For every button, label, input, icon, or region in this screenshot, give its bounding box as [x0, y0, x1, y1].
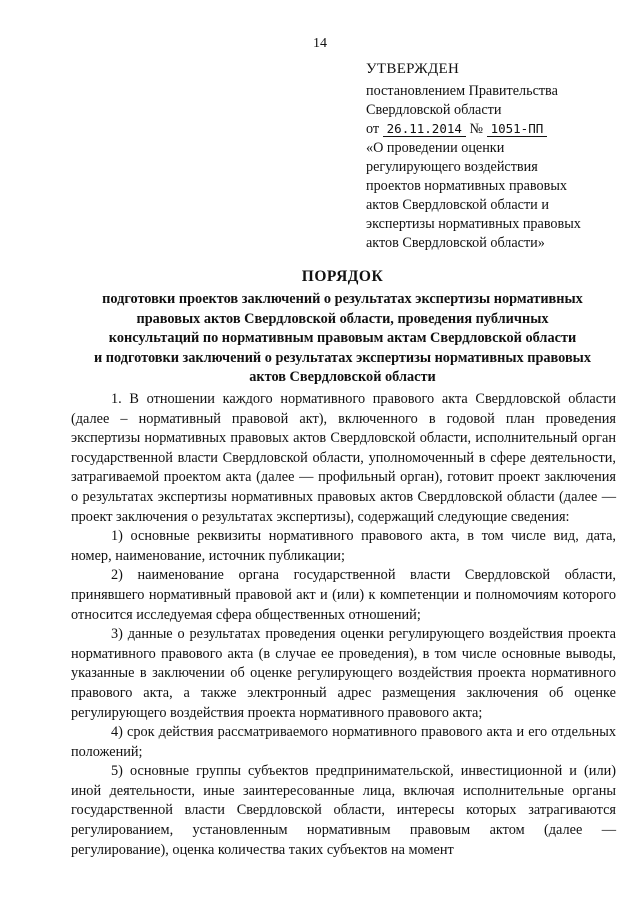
list-item-3: 3) данные о результатах проведения оценки регулирующего воздействия проекта нормативного правового акта (в случае ее проведения), в том числе основные выводы, указанные в заключении об оценке регулирующего воздействия проекта нормативного правового акта, а также электронный адрес размещения заключения об оценке регулирующего воздействия проекта нормативного правового акта; [71, 626, 616, 721]
approval-title-line: проектов нормативных правовых [366, 178, 567, 194]
approval-title-line: регулирующего воздействия [366, 159, 538, 175]
approval-date: 26.11.2014 [383, 122, 466, 137]
document-title-line: подготовки проектов заключений о результатах экспертизы нормативных [102, 291, 583, 307]
approval-line: постановлением Правительства [366, 83, 558, 99]
approval-heading: УТВЕРЖДЕН [366, 61, 460, 77]
approval-title-line: актов Свердловской области и [366, 197, 549, 213]
list-item-4: 4) срок действия рассматриваемого нормативного правового акта и его отдельных положений; [71, 724, 616, 760]
document-title-line: правовых актов Свердловской области, проведения публичных [136, 310, 549, 327]
list-item-2: 2) наименование органа государственной власти Свердловской области, принявшего нормативный правовой акт и (или) к компетенции и полномочиям которого относится исследуемая сфера общественных отношений; [71, 567, 616, 623]
approval-title-line: «О проведении оценки [366, 140, 505, 156]
approval-title-line: экспертизы нормативных правовых [366, 216, 581, 232]
document-body [71, 390, 616, 860]
approval-from-label: от [366, 121, 380, 137]
page-number: 14 [313, 36, 327, 51]
approval-line: Свердловской области [366, 102, 502, 118]
approval-stamp [366, 60, 626, 253]
approval-date-number-line [366, 120, 626, 139]
document-title-line: консультаций по нормативным правовым актам Свердловской области [108, 330, 577, 346]
document-title-line: и подготовки заключений о результатах экспертизы нормативных правовых [94, 349, 591, 366]
list-item-1: 1) основные реквизиты нормативного правового акта, в том числе вид, дата, номер, наименование, источник публикации; [71, 528, 616, 564]
approval-number-sign: № [469, 121, 484, 137]
document-title [70, 268, 615, 388]
document-title-line: актов Свердловской области [249, 369, 436, 385]
document-title-main: ПОРЯДОК [301, 268, 384, 285]
paragraph-1: 1. В отношении каждого нормативного правового акта Свердловской области (далее – нормативный правовой акт), включенного в годовой план проведения экспертизы нормативных правовых актов Свердловской области, исполнительный орган государственной власти Свердловской области, уполномоченный в сфере деятельности, затрагиваемой проектом акта (далее — профильный орган), готовит проект заключения о результатах экспертизы нормативных правовых актов Свердловской области (далее — проект заключения о результатах экспертизы), содержащий следующие сведения: [71, 391, 616, 525]
approval-number: 1051-ПП [487, 122, 548, 137]
list-item-5: 5) основные группы субъектов предпринимательской, инвестиционной и (или) иной деятельности, иные заинтересованные лица, включая исполнительные органы государственной власти Свердловской области, интересы которых затрагиваются регулированием, установленным нормативным правовым актом (далее — регулирование), оценка количества таких субъектов на момент [71, 763, 616, 858]
approval-title-line: актов Свердловской области» [366, 235, 545, 251]
